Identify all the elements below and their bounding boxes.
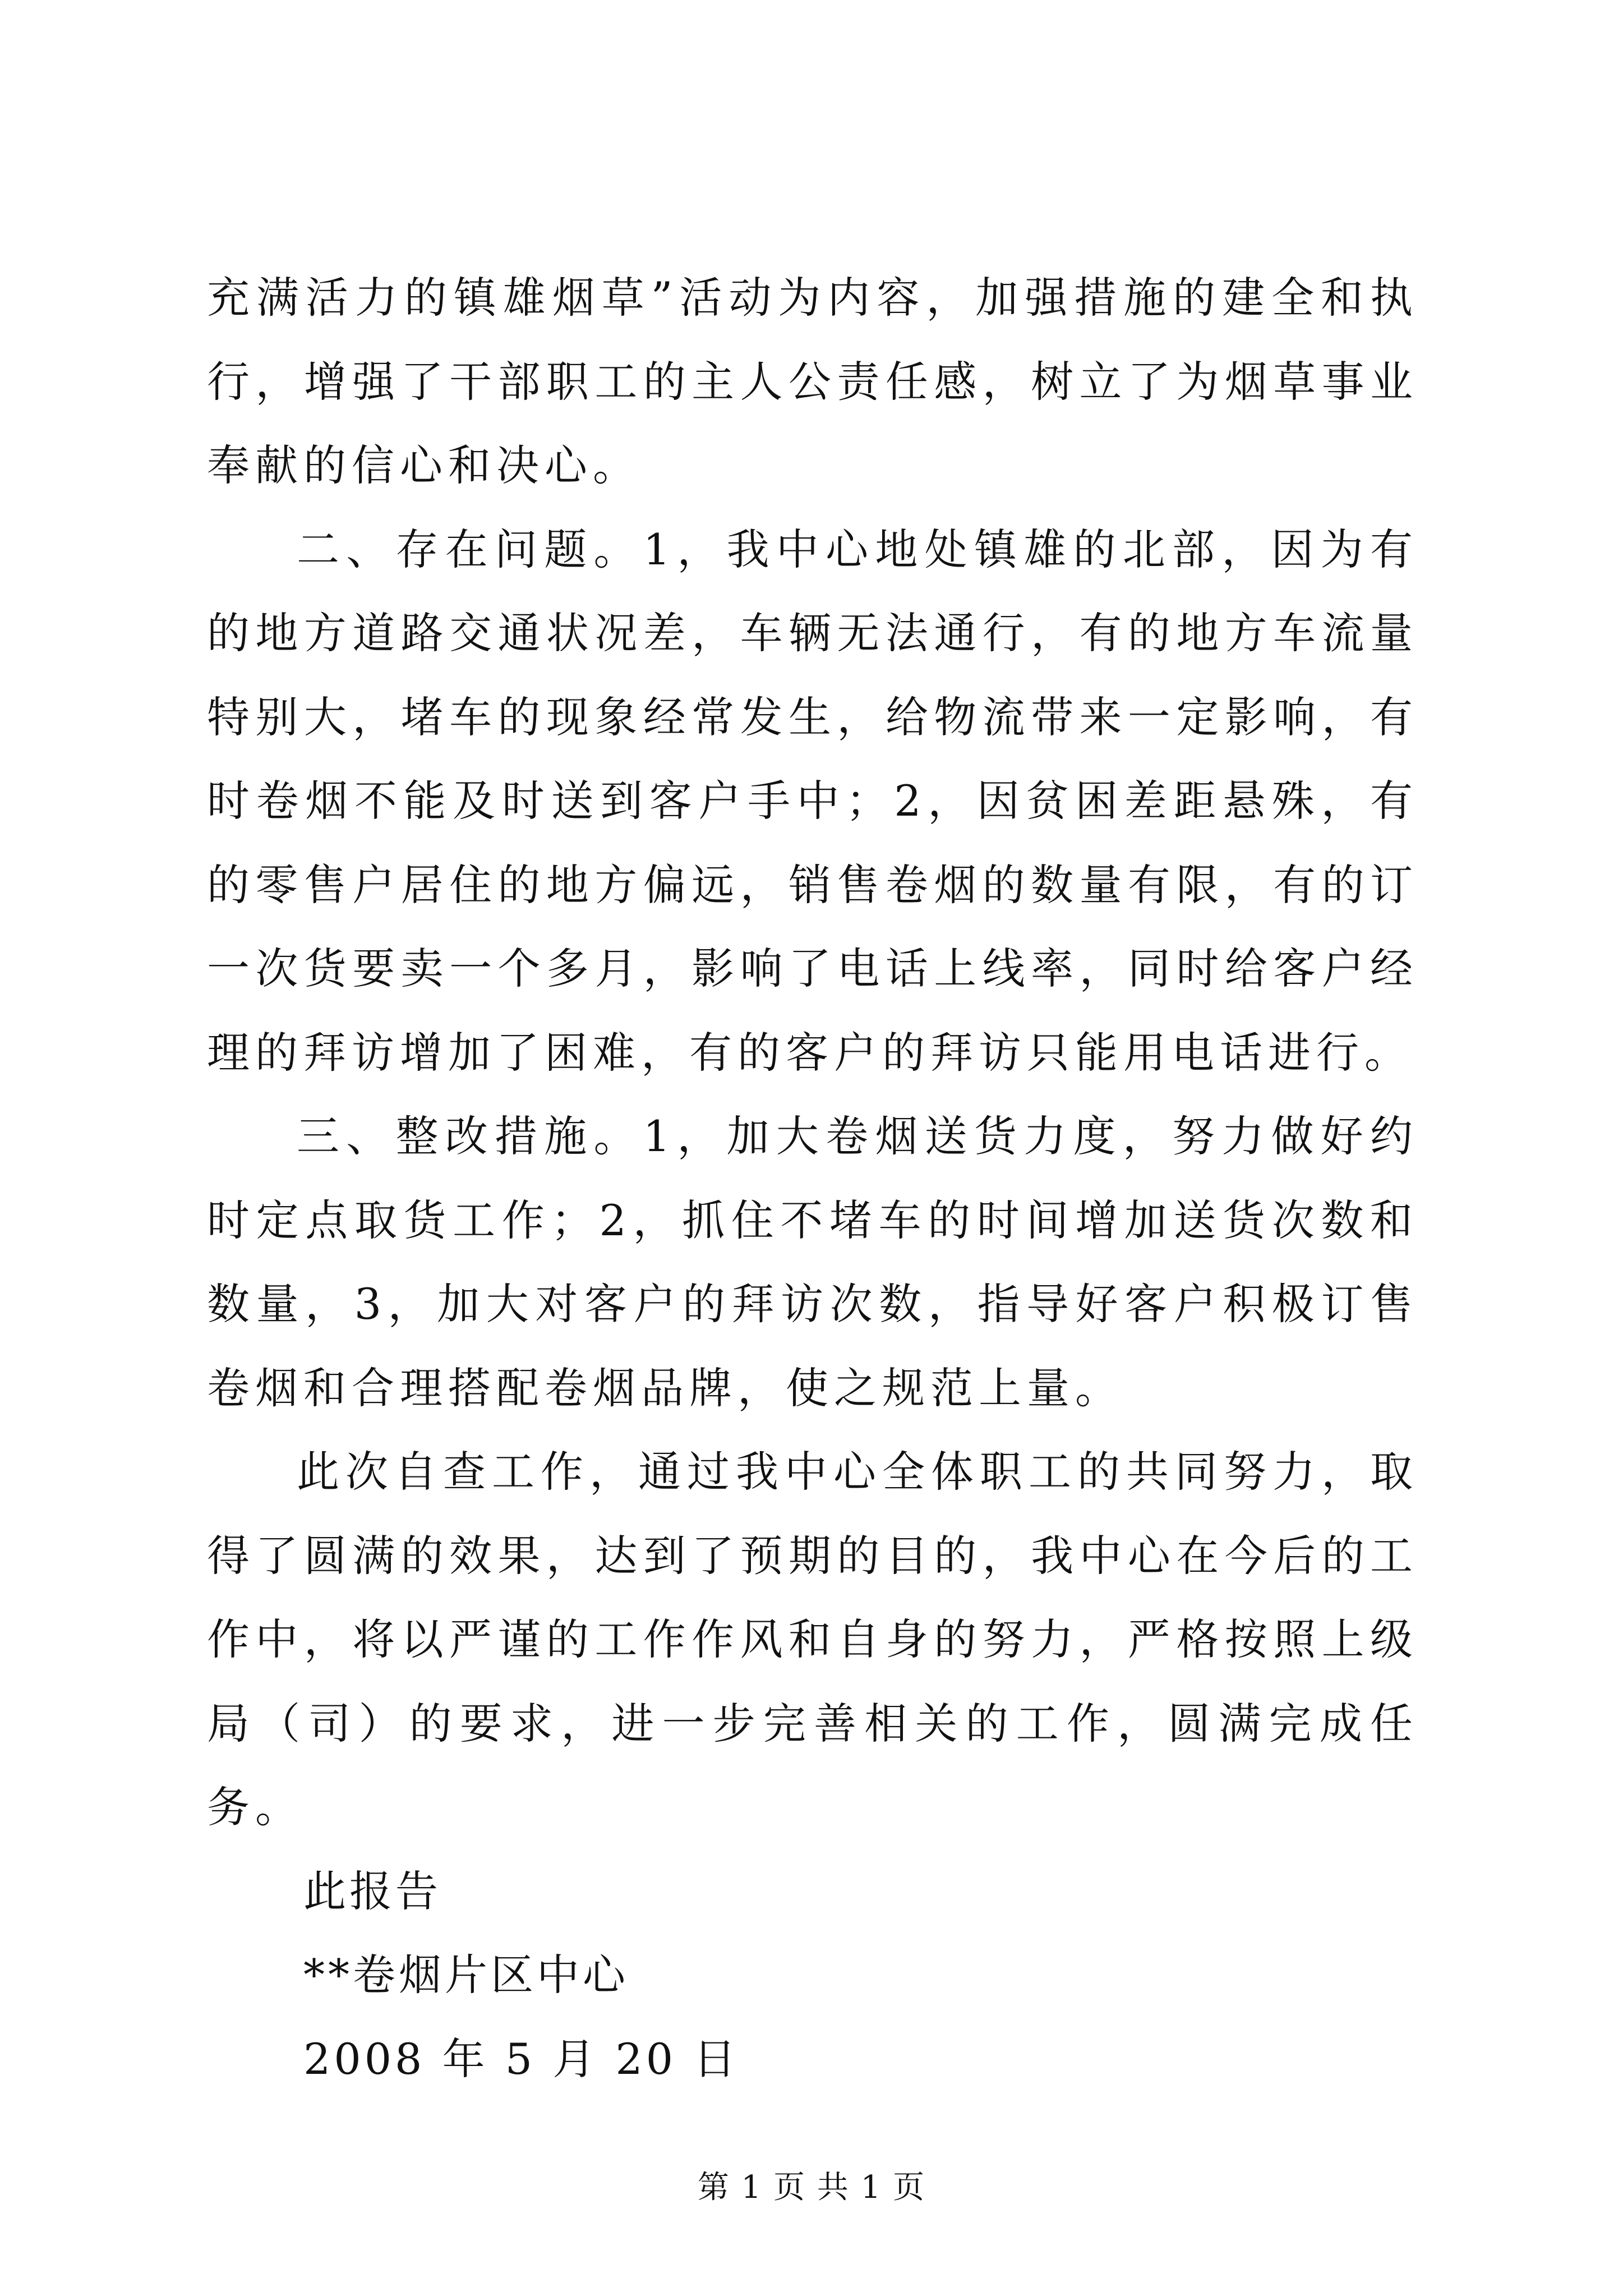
- paragraph-conclusion: 此次自查工作，通过我中心全体职工的共同努力，取得了圆满的效果，达到了预期的目的，我中心在今后的工作中，将以严谨的工作作风和自身的努力，严格按照上级局（司）的要求，进一步完善相关的工作，圆满完成任务。: [207, 1447, 1418, 1832]
- closing-date: 2008 年 5 月 20 日: [303, 2033, 740, 2084]
- closing-organization: **卷烟片区中心: [303, 1950, 629, 2000]
- page-footer: 第 1 页 共 1 页: [697, 2169, 926, 2206]
- paragraph-existing-problems: 二、存在问题。1，我中心地处镇雄的北部，因为有的地方道路交通状况差，车辆无法通行，有的地方车流量特别大，堵车的现象经常发生，给物流带来一定影响，有时卷烟不能及时送到客户手中；2，因贫困差距悬殊，有的零售户居住的地方偏远，销售卷烟的数量有限，有的订一次货要卖一个多月，影响了电话上线率，同时给客户经理的拜访增加了困难，有的客户的拜访只能用电话进行。: [207, 524, 1418, 1078]
- closing-remark: 此报告: [303, 1866, 441, 1916]
- document-body: [207, 256, 1418, 2101]
- paragraph-rectification-measures: 三、整改措施。1，加大卷烟送货力度，努力做好约时定点取货工作；2，抓住不堵车的时间增加送货次数和数量，3，加大对客户的拜访次数，指导好客户积极订售卷烟和合理搭配卷烟品牌，使之规范上量。: [207, 1111, 1418, 1413]
- paragraph-continuation: 充满活力的镇雄烟草”活动为内容，加强措施的建全和执行，增强了干部职工的主人公责任感，树立了为烟草事业奉献的信心和决心。: [207, 273, 1418, 490]
